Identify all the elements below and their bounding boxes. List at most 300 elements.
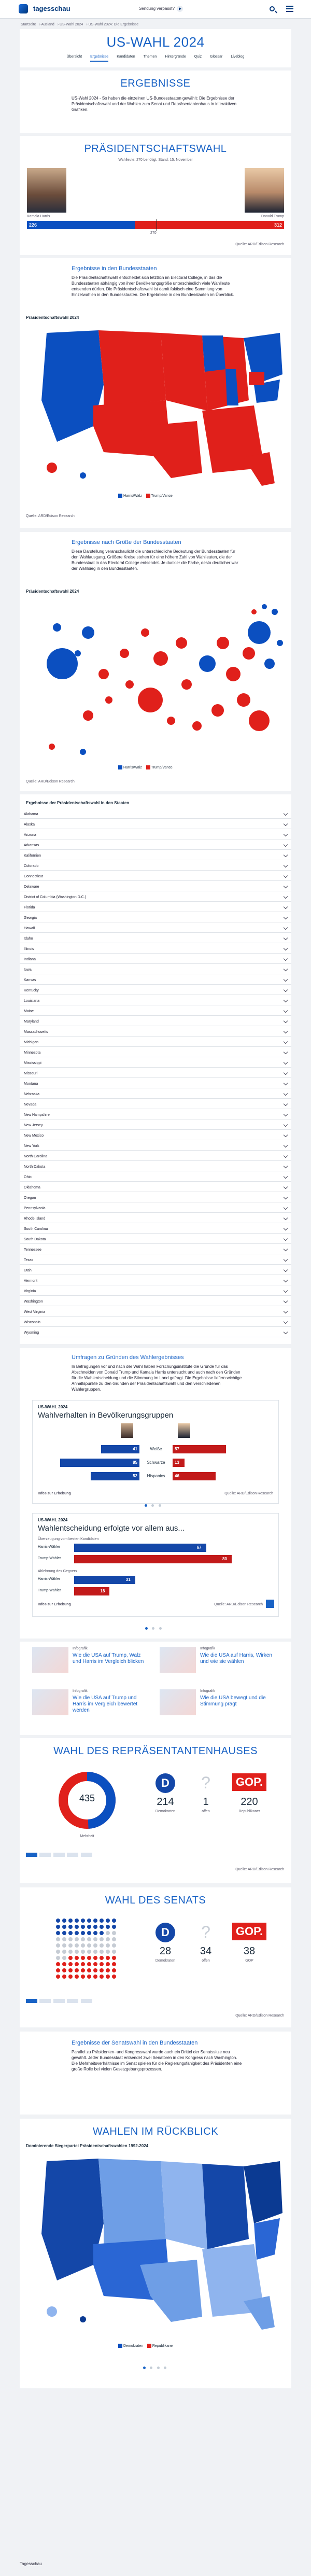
state-name: New Hampshire (24, 1113, 50, 1117)
tab-bar (20, 52, 291, 62)
state-row[interactable] (20, 976, 291, 985)
state-row[interactable] (20, 903, 291, 912)
history-map[interactable] (26, 2151, 285, 2337)
state-bubble[interactable] (120, 649, 129, 658)
pennsylvania-region[interactable] (249, 372, 264, 385)
senate-tab[interactable] (39, 1999, 51, 2003)
chevron-down-icon (284, 1081, 288, 1085)
poll-row-label: Weiße (150, 1447, 162, 1451)
state-row[interactable] (20, 1121, 291, 1130)
state-row[interactable] (20, 1048, 291, 1057)
house-tab[interactable] (26, 1853, 37, 1857)
teaser-title: Wie die USA auf Trump, Walz und Harris im Vergleich blicken (73, 1653, 144, 1664)
teaser-title: Wie die USA auf Trump und Harris im Vergleich bewertet werden (73, 1695, 138, 1713)
state-row[interactable] (20, 1038, 291, 1047)
state-name: Iowa (24, 968, 32, 972)
senate-seat-grid[interactable] (56, 1919, 118, 1981)
state-bubble[interactable] (125, 680, 134, 689)
hawaii-marker[interactable] (80, 472, 86, 479)
chevron-down-icon (284, 874, 288, 878)
senate-seat (112, 1943, 116, 1948)
senate-seat (68, 1956, 73, 1960)
hist-mountain[interactable] (98, 2159, 166, 2244)
state-row[interactable] (20, 872, 291, 881)
carousel-dot[interactable] (143, 2367, 146, 2369)
state-row[interactable] (20, 1059, 291, 1068)
senate-seat (87, 1950, 91, 1954)
hist-midwest[interactable] (202, 2164, 249, 2249)
state-bubble[interactable] (167, 717, 175, 725)
senate-map-text: Parallel zu Präsidenten- und Kongresswahl wurde auch ein Drittel der Senatssitze neu gewählt. Jeder Bundesstaat entsendet zwei Senatoren in den Kongress nach Washington. Die Mehrheitsverhältnisse im Senat spielen für die Regierungsfähigkeit des Präsidenten eine große Rolle bei vielen Gesetzgebungsprozessen. (72, 2050, 242, 2071)
chevron-down-icon (284, 1040, 288, 1044)
chevron-down-icon (284, 1206, 288, 1210)
map1-heading: Ergebnisse in den Bundesstaaten (72, 265, 157, 272)
trump-votes: 312 (274, 222, 282, 228)
state-bubble[interactable] (211, 704, 224, 717)
house-rep-seats: 220 (241, 1796, 258, 1808)
carousel-dot[interactable] (159, 1504, 161, 1507)
map1-source: Quelle: ARD/Edison Research (26, 514, 75, 518)
senate-seat (93, 1925, 97, 1929)
state-name: Massachusetts (24, 1030, 48, 1034)
state-bubble[interactable] (47, 648, 78, 679)
us-state-map[interactable] (26, 323, 285, 488)
teaser-card[interactable] (160, 1689, 279, 1728)
state-name: Florida (24, 906, 35, 909)
chevron-down-icon (284, 1299, 288, 1303)
senate-seat (100, 1956, 104, 1960)
chevron-down-icon (284, 894, 288, 899)
chevron-down-icon (284, 915, 288, 919)
state-row[interactable] (20, 1266, 291, 1275)
house-majority-label: Mehrheit (80, 1835, 94, 1838)
logo-text: tagesschau (33, 5, 70, 12)
senate-tab[interactable] (53, 1999, 65, 2003)
poll-card-2-group-1: Überzeugung vom besten Kandidaten (38, 1537, 99, 1541)
chevron-down-icon (284, 946, 288, 950)
state-bubble[interactable] (80, 749, 86, 755)
state-row[interactable] (20, 1277, 291, 1285)
poll-value-rep: 57 (175, 1447, 179, 1451)
chevron-down-icon (284, 1154, 288, 1158)
carousel-dot[interactable] (164, 2367, 166, 2369)
breadcrumb: Startseite › Ausland › US-Wahl 2024 › US-Wahl 2024: Die Ergebnisse (21, 23, 139, 26)
state-name: Wyoming (24, 1331, 39, 1335)
state-row[interactable] (20, 1131, 291, 1140)
legend-rep-swatch (147, 2344, 151, 2348)
chevron-down-icon (284, 1164, 288, 1168)
state-bubble[interactable] (153, 651, 168, 666)
texas-region[interactable] (140, 421, 202, 478)
senate-tab[interactable] (81, 1999, 92, 2003)
map2-source: Quelle: ARD/Edison Research (26, 780, 75, 783)
state-row[interactable] (20, 1111, 291, 1119)
chevron-down-icon (284, 1330, 288, 1334)
senate-source: Quelle: ARD/Edison Research (235, 2014, 284, 2018)
teaser-card[interactable] (160, 1647, 279, 1685)
teaser-kicker: Infografik (73, 1647, 88, 1650)
page-title: US-WAHL 2024 (106, 34, 205, 50)
poll-card-2-footer[interactable]: Infos zur Erhebung (38, 1603, 71, 1606)
senate-seat (93, 1975, 97, 1979)
state-map-section (20, 258, 291, 528)
senate-seat (68, 1968, 73, 1972)
state-row[interactable] (20, 1204, 291, 1213)
senate-seat (100, 1919, 104, 1923)
carousel-dot[interactable] (152, 1627, 154, 1630)
poll-card-1-title: Wahlverhalten in Bevölkerungsgruppen (38, 1411, 174, 1420)
senate-seat (68, 1943, 73, 1948)
senate-seat (106, 1956, 110, 1960)
chevron-down-icon (284, 822, 288, 826)
state-row[interactable] (20, 862, 291, 871)
menu-icon[interactable] (286, 6, 293, 12)
senate-seat (62, 1937, 66, 1941)
state-row[interactable] (20, 1308, 291, 1317)
breadcrumb-item[interactable]: US-Wahl 2024 (60, 23, 83, 26)
state-name: Wisconsin (24, 1321, 40, 1324)
democrat-logo-icon: D (156, 1773, 175, 1793)
gop-logo: GOP. (232, 1923, 266, 1940)
chevron-down-icon (284, 1091, 288, 1096)
carousel-dot[interactable] (157, 2367, 160, 2369)
state-row[interactable] (20, 945, 291, 954)
state-bubble[interactable] (192, 721, 202, 731)
state-bubble[interactable] (141, 628, 149, 637)
carousel-dot[interactable] (159, 1627, 162, 1630)
poll-row (38, 1576, 274, 1585)
polls-section (20, 1348, 291, 1639)
tab-7[interactable]: Liveblog (231, 55, 245, 59)
state-bubble[interactable] (53, 623, 61, 632)
poll-row-label: Trump-Wähler (38, 1589, 61, 1592)
state-bubble[interactable] (98, 669, 109, 679)
chevron-down-icon (284, 1195, 288, 1199)
senate-seat (93, 1943, 97, 1948)
teaser-title: Wie die USA bewegt und die Stimmung prägt (200, 1695, 266, 1707)
chevron-down-icon (284, 1133, 288, 1137)
bubble-map[interactable] (26, 596, 285, 762)
senate-seat (106, 1943, 110, 1948)
state-row[interactable] (20, 1297, 291, 1306)
president-section (20, 136, 291, 255)
state-row[interactable] (20, 893, 291, 902)
chevron-down-icon (284, 1237, 288, 1241)
senate-seat (87, 1919, 91, 1923)
senate-seat (56, 1943, 60, 1948)
state-bubble[interactable] (181, 679, 192, 690)
state-bubble[interactable] (251, 609, 257, 614)
state-row[interactable] (20, 1235, 291, 1244)
chevron-down-icon (284, 905, 288, 909)
harris-votes: 226 (29, 222, 37, 228)
state-name: South Carolina (24, 1227, 48, 1231)
state-row[interactable] (20, 1090, 291, 1099)
senate-seat (75, 1968, 79, 1972)
senate-seat (112, 1962, 116, 1966)
state-row[interactable] (20, 965, 291, 974)
senate-seat (100, 1950, 104, 1954)
hist-hawaii[interactable] (80, 2316, 86, 2322)
state-row[interactable] (20, 883, 291, 891)
alaska-marker[interactable] (47, 463, 57, 473)
poll-card-2-source: Quelle: ARD/Edison Research (214, 1603, 263, 1606)
state-row[interactable] (20, 1194, 291, 1202)
senate-seat (81, 1919, 85, 1923)
senate-seat (100, 1962, 104, 1966)
poll-value: 18 (100, 1589, 105, 1593)
senate-seat (81, 1975, 85, 1979)
state-row[interactable] (20, 841, 291, 850)
state-bubble[interactable] (105, 696, 112, 704)
state-row[interactable] (20, 810, 291, 819)
chevron-down-icon (284, 1112, 288, 1116)
state-row[interactable] (20, 914, 291, 922)
history-chart-title: Dominierende Siegerpartei Präsidentschaftswahlen 1992-2024 (26, 2144, 149, 2148)
poll-card-1-footer[interactable]: Infos zur Erhebung (38, 1492, 71, 1495)
president-source: Quelle: ARD/Edison Research (235, 243, 284, 246)
state-bubble[interactable] (199, 655, 216, 672)
senate-seat (75, 1931, 79, 1935)
senate-seat (75, 1925, 79, 1929)
senate-seat (87, 1925, 91, 1929)
expand-icon[interactable] (266, 1600, 274, 1608)
senate-seat (112, 1931, 116, 1935)
teaser-image (32, 1647, 68, 1673)
state-row[interactable] (20, 1225, 291, 1234)
carousel-dot[interactable] (145, 1504, 147, 1507)
state-bubble[interactable] (243, 647, 255, 660)
state-bubble[interactable] (75, 650, 81, 656)
senate-seat (75, 1956, 79, 1960)
stream-button[interactable] (139, 6, 183, 12)
state-bubble[interactable] (82, 626, 94, 639)
senate-seat (62, 1931, 66, 1935)
state-bubble[interactable] (277, 640, 283, 646)
state-row[interactable] (20, 851, 291, 860)
mountain-region[interactable] (98, 330, 166, 405)
logo[interactable] (23, 5, 70, 12)
state-row[interactable] (20, 1318, 291, 1327)
footer-link[interactable]: Tagesschau (20, 2561, 42, 2566)
tab-1[interactable]: Ergebnisse (90, 52, 108, 62)
tab-5[interactable]: Quiz (194, 55, 202, 59)
state-row[interactable] (20, 1069, 291, 1078)
tab-3[interactable]: Themen (143, 55, 157, 59)
chevron-down-icon (284, 1257, 288, 1262)
state-row[interactable] (20, 1007, 291, 1016)
state-row[interactable] (20, 1287, 291, 1296)
state-name: Colorado (24, 864, 39, 868)
senate-seat (81, 1950, 85, 1954)
state-name: Tennessee (24, 1248, 41, 1252)
polls-heading: Umfragen zu Gründen des Wahlergebnisses (72, 1354, 184, 1361)
state-row[interactable] (20, 1152, 291, 1161)
senate-seat (106, 1937, 110, 1941)
senate-section (20, 1887, 291, 2027)
house-tab[interactable] (53, 1853, 65, 1857)
question-icon: ? (201, 1773, 210, 1792)
senate-seat (62, 1975, 66, 1979)
senate-seat (81, 1962, 85, 1966)
state-row[interactable] (20, 1256, 291, 1265)
state-row[interactable] (20, 997, 291, 1005)
chevron-down-icon (284, 1320, 288, 1324)
state-row[interactable] (20, 924, 291, 933)
senate-tab[interactable] (67, 1999, 78, 2003)
senate-seat (93, 1950, 97, 1954)
senate-heading: WAHL DES SENATS (105, 1895, 206, 1906)
senate-other-label: offen (202, 1959, 210, 1963)
state-name: Utah (24, 1269, 32, 1272)
senate-seat (81, 1968, 85, 1972)
state-row[interactable] (20, 831, 291, 839)
state-row[interactable] (20, 934, 291, 943)
state-row[interactable] (20, 986, 291, 995)
state-name: Oregon (24, 1196, 36, 1200)
state-row[interactable] (20, 820, 291, 829)
state-bubble[interactable] (262, 604, 267, 609)
senate-seat (68, 1919, 73, 1923)
house-tab[interactable] (39, 1853, 51, 1857)
legend-dem-swatch (118, 494, 122, 498)
senate-rep-seats: 38 (243, 1945, 256, 1957)
state-name: Kalifornien (24, 854, 41, 858)
senate-seat (112, 1925, 116, 1929)
state-row[interactable] (20, 1214, 291, 1223)
results-intro-text: US-Wahl 2024 - So haben die einzelnen US-Bundesstaaten gewählt: Die Ergebnisse der Präsidentschaftswahl und der Wahlen zum Senat und Repräsentantenhaus in interaktiven Grafiken. (72, 96, 237, 112)
teaser-card[interactable] (32, 1689, 151, 1728)
chevron-down-icon (284, 936, 288, 940)
state-row[interactable] (20, 1328, 291, 1337)
map1-legend (118, 494, 173, 498)
state-bubble[interactable] (217, 637, 229, 649)
poll-row-label: Schwarze (147, 1460, 165, 1465)
hist-southeast[interactable] (254, 2218, 280, 2260)
state-bubble[interactable] (272, 609, 278, 615)
breadcrumb-item[interactable]: Startseite (21, 23, 36, 26)
state-name: Montana (24, 1082, 38, 1086)
senate-seat (68, 1962, 73, 1966)
state-row[interactable] (20, 1017, 291, 1026)
state-bubble[interactable] (226, 667, 241, 681)
tab-4[interactable]: Hintergründe (165, 55, 186, 59)
state-bubble[interactable] (249, 710, 270, 731)
house-source: Quelle: ARD/Edison Research (235, 1868, 284, 1871)
chevron-down-icon (284, 988, 288, 992)
teaser-image (160, 1647, 196, 1673)
hist-alaska[interactable] (47, 2306, 57, 2317)
tab-2[interactable]: Kandidaten (117, 55, 135, 59)
hist-plains[interactable] (161, 2161, 207, 2249)
state-bubble[interactable] (83, 710, 93, 721)
state-name: Alabama (24, 813, 38, 816)
teaser-section (20, 1642, 291, 1735)
senate-seat (93, 1931, 97, 1935)
state-row[interactable] (20, 1245, 291, 1254)
house-tab[interactable] (67, 1853, 78, 1857)
senate-seat (68, 1937, 73, 1941)
state-row[interactable] (20, 1163, 291, 1171)
senate-seat (56, 1937, 60, 1941)
house-tab[interactable] (81, 1853, 92, 1857)
states-list-section (20, 794, 291, 1344)
state-bubble[interactable] (237, 693, 250, 707)
chevron-down-icon (284, 1226, 288, 1230)
plains-region[interactable] (161, 333, 207, 411)
state-name: Washington (24, 1300, 43, 1304)
state-row[interactable] (20, 1080, 291, 1088)
chevron-down-icon (284, 1102, 288, 1106)
senate-seat (56, 1962, 60, 1966)
state-row[interactable] (20, 1100, 291, 1109)
state-row[interactable] (20, 1142, 291, 1151)
carousel-dot[interactable] (151, 1504, 154, 1507)
senate-seat (56, 1975, 60, 1979)
trump-name: Donald Trump (261, 215, 284, 218)
senate-seat (106, 1975, 110, 1979)
hist-northeast[interactable] (244, 2161, 282, 2223)
senate-seat (112, 1937, 116, 1941)
senate-seat (112, 1956, 116, 1960)
state-row[interactable] (20, 1183, 291, 1192)
senate-seat (106, 1950, 110, 1954)
state-bubble[interactable] (49, 744, 55, 750)
state-name: Alaska (24, 823, 35, 827)
tab-0[interactable]: Übersicht (66, 55, 82, 59)
chevron-down-icon (284, 1123, 288, 1127)
state-bubble[interactable] (248, 621, 271, 644)
state-name: Michigan (24, 1041, 39, 1044)
state-bubble[interactable] (176, 637, 187, 649)
carousel-dot[interactable] (145, 1627, 148, 1630)
search-icon[interactable] (270, 6, 275, 11)
chevron-down-icon (284, 1009, 288, 1013)
teaser-title: Wie die USA auf Harris, Wirken und wie sie wählen (200, 1653, 272, 1664)
poll-row (38, 1587, 274, 1597)
state-name: Kansas (24, 978, 36, 982)
state-row[interactable] (20, 955, 291, 964)
breadcrumb-item[interactable]: Ausland (41, 23, 54, 26)
chevron-down-icon (284, 1060, 288, 1065)
chevron-down-icon (284, 832, 288, 836)
senate-tab[interactable] (26, 1999, 37, 2003)
breadcrumb-item: US-Wahl 2024: Die Ergebnisse (88, 23, 139, 26)
teaser-card[interactable] (32, 1647, 151, 1685)
carousel-dot[interactable] (150, 2367, 152, 2369)
hist-texas[interactable] (140, 2260, 202, 2322)
state-bubble[interactable] (264, 659, 275, 669)
state-row[interactable] (20, 1028, 291, 1037)
poll-row (38, 1472, 274, 1481)
map2-title: Präsidentschaftswahl 2024 (26, 589, 79, 594)
chevron-down-icon (284, 1143, 288, 1147)
tab-6[interactable]: Glossar (210, 55, 223, 59)
senate-seat (112, 1968, 116, 1972)
senate-seat (56, 1919, 60, 1923)
minnesota-region[interactable] (202, 335, 225, 372)
chevron-down-icon (284, 811, 288, 816)
state-name: Missouri (24, 1072, 38, 1075)
teaser-kicker: Infografik (200, 1647, 215, 1650)
chevron-down-icon (284, 998, 288, 1002)
state-row[interactable] (20, 1173, 291, 1182)
legend-dem-label: Harris/Walz (123, 765, 142, 769)
state-bubble[interactable] (138, 688, 163, 712)
senate-seat (93, 1968, 97, 1972)
map2-legend (118, 765, 173, 769)
senate-seat (81, 1956, 85, 1960)
